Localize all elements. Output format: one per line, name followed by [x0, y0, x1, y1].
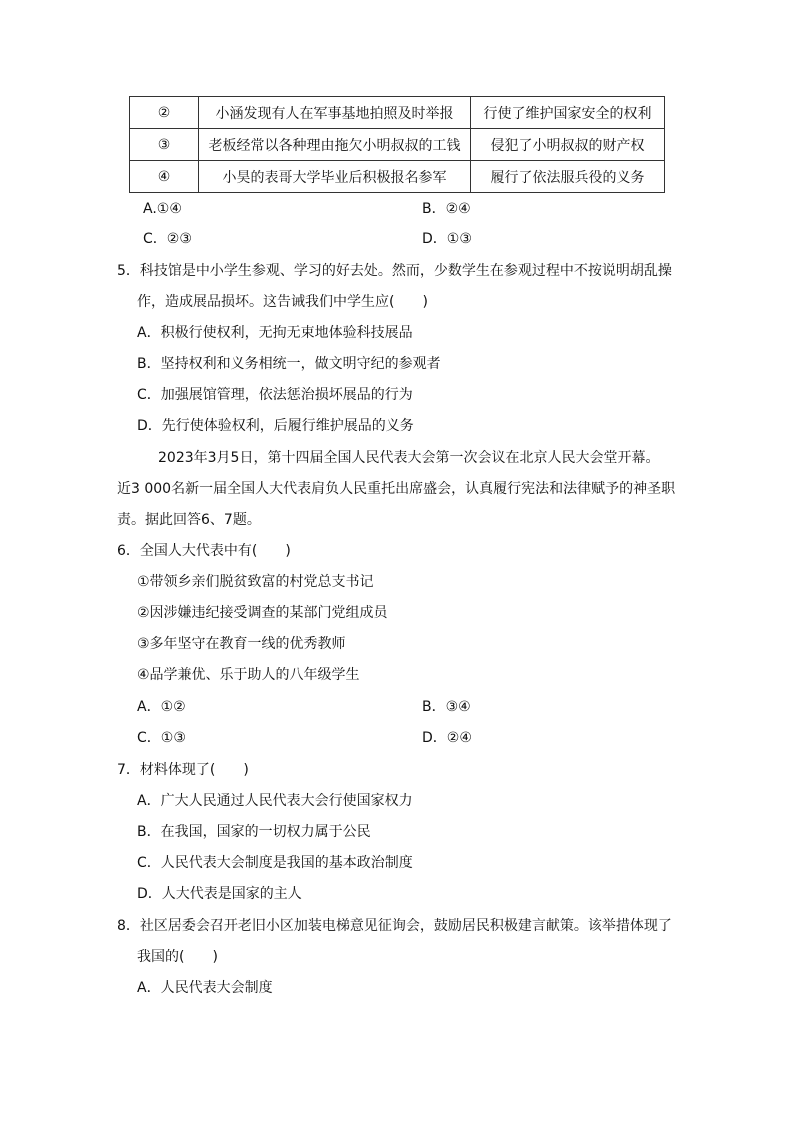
table-row: [130, 97, 665, 129]
table-row: [130, 161, 665, 193]
q4-option-a: A.①④: [143, 201, 182, 217]
judgment-cell: 履行了依法服兵役的义务: [471, 161, 665, 193]
q6-item-2: ②因涉嫌违纪接受调查的某部门党组成员: [137, 605, 388, 621]
q6-option-c: C．①③: [137, 730, 186, 746]
q5-option-b: B．坚持权利和义务相统一，做文明守纪的参观者: [137, 356, 441, 372]
q5-stem-line2: 作，造成展品损坏。这告诫我们中学生应( ): [137, 294, 428, 310]
row-number: ③: [130, 129, 199, 161]
q7-option-d: D．人大代表是国家的主人: [137, 886, 302, 902]
q7-stem: 7．材料体现了( ): [117, 762, 249, 778]
event-cell: 小涵发现有人在军事基地拍照及时举报: [199, 97, 471, 129]
q5-stem-line1: 5．科技馆是中小学生参观、学习的好去处。然而，少数学生在参观过程中不按说明胡乱操: [117, 263, 672, 279]
row-number: ④: [130, 161, 199, 193]
event-cell: 老板经常以各种理由拖欠小明叔叔的工钱: [199, 129, 471, 161]
material-line3: 责。据此回答6、7题。: [117, 512, 261, 528]
event-cell: 小昊的表哥大学毕业后积极报名参军: [199, 161, 471, 193]
q6-option-a: A．①②: [137, 699, 186, 715]
q8-stem-line2: 我国的( ): [137, 949, 218, 965]
q7-option-a: A．广大人民通过人民代表大会行使国家权力: [137, 793, 413, 809]
table-row: [130, 129, 665, 161]
row-number: ②: [130, 97, 199, 129]
q6-option-b: B．③④: [422, 699, 471, 715]
q6-item-3: ③多年坚守在教育一线的优秀教师: [137, 636, 346, 652]
q7-option-c: C．人民代表大会制度是我国的基本政治制度: [137, 855, 413, 871]
q5-option-d: D．先行使体验权利，后履行维护展品的义务: [137, 418, 414, 434]
q5-option-c: C．加强展馆管理，依法惩治损坏展品的行为: [137, 387, 413, 403]
q4-option-d: D．①③: [422, 231, 472, 247]
q7-option-b: B．在我国，国家的一切权力属于公民: [137, 824, 371, 840]
q6-item-4: ④品学兼优、乐于助人的八年级学生: [137, 667, 360, 683]
judgment-cell: 行使了维护国家安全的权利: [471, 97, 665, 129]
q4-option-c: C．②③: [143, 231, 192, 247]
q4-option-b: B．②④: [422, 201, 471, 217]
question-table: [129, 96, 665, 193]
material-line1: 2023年3月5日，第十四届全国人民代表大会第一次会议在北京人民大会堂开幕。: [158, 450, 660, 466]
material-line2: 近3 000名新一届全国人大代表肩负人民重托出席盛会，认真履行宪法和法律赋予的神圣职: [117, 481, 676, 497]
q8-option-a: A．人民代表大会制度: [137, 980, 273, 996]
q6-item-1: ①带领乡亲们脱贫致富的村党总支书记: [137, 574, 374, 590]
q6-stem: 6．全国人大代表中有( ): [117, 543, 291, 559]
q5-option-a: A．积极行使权利，无拘无束地体验科技展品: [137, 325, 413, 341]
q8-stem-line1: 8．社区居委会召开老旧小区加装电梯意见征询会，鼓励居民积极建言献策。该举措体现了: [117, 918, 672, 934]
judgment-cell: 侵犯了小明叔叔的财产权: [471, 129, 665, 161]
q6-option-d: D．②④: [422, 730, 472, 746]
